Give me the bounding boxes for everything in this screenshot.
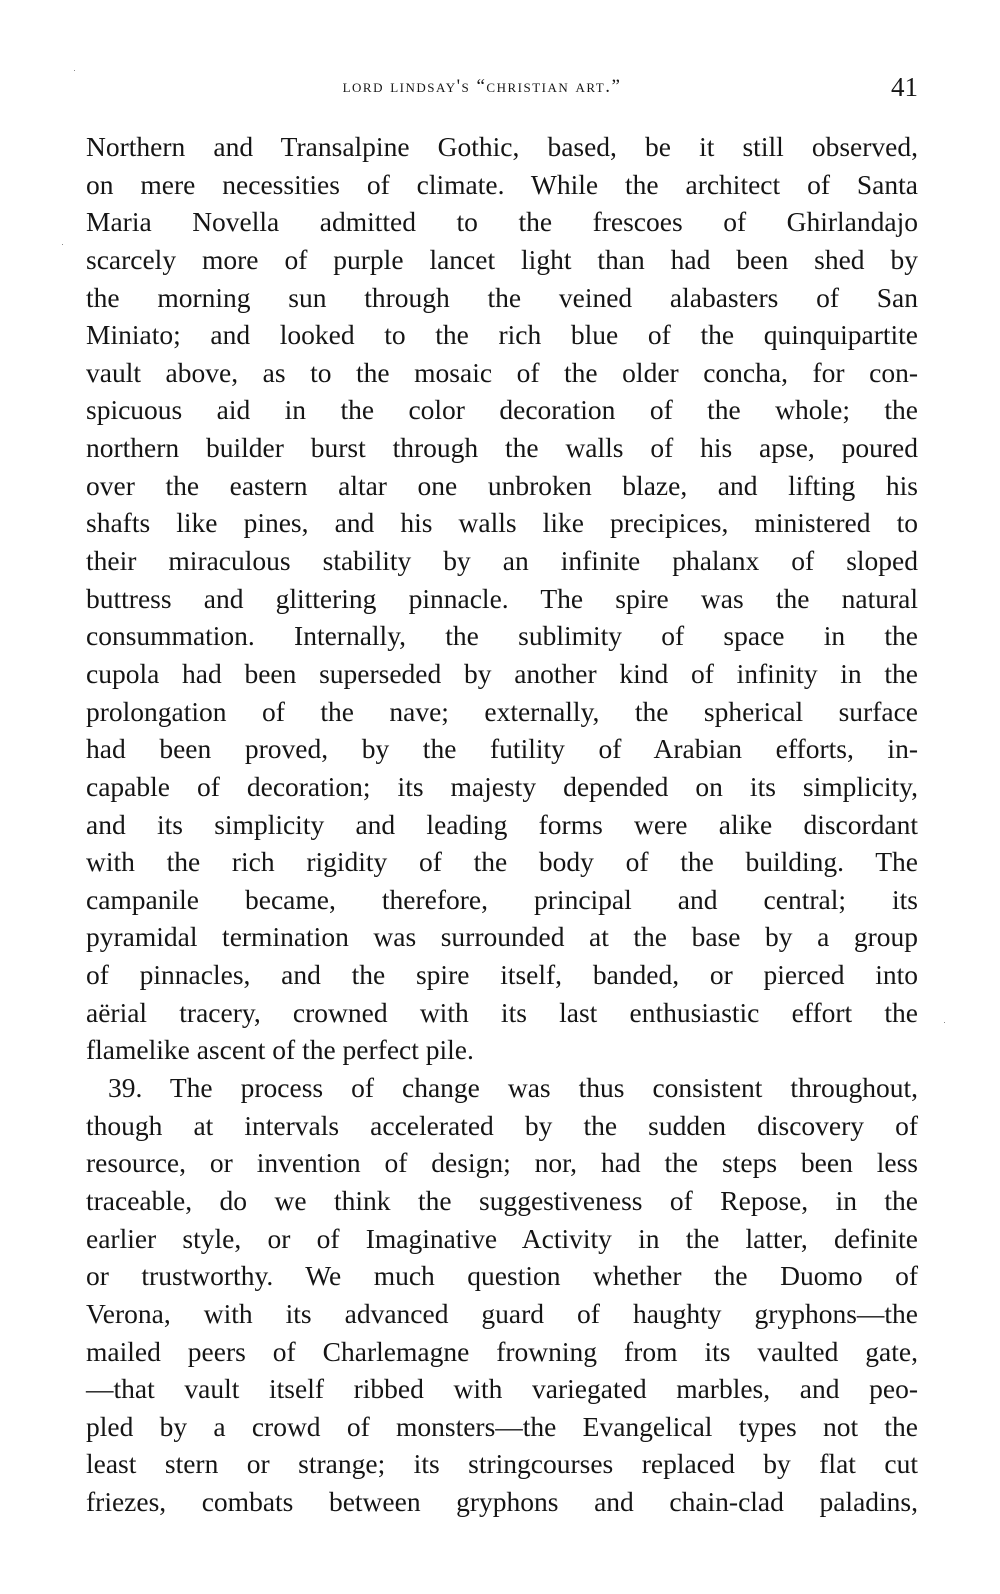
page-number: 41 xyxy=(891,72,918,102)
text-line: had been proved, by the futility of Arabian efforts, in- xyxy=(86,733,918,765)
text-line: on mere necessities of climate. While the architect of Santa xyxy=(86,168,918,200)
running-head xyxy=(86,72,918,108)
text-line: scarcely more of purple lancet light than had been shed by xyxy=(86,243,918,275)
text-line: buttress and glittering pinnacle. The spire was the natural xyxy=(86,582,918,614)
scan-speck xyxy=(944,1022,945,1023)
text-line: their miraculous stability by an infinite phalanx of sloped xyxy=(86,545,918,577)
scan-speck xyxy=(74,70,75,71)
text-line: though at intervals accelerated by the sudden discovery of xyxy=(86,1109,918,1141)
scan-speck xyxy=(62,244,63,245)
text-line: over the eastern altar one unbroken blaze, and lifting his xyxy=(86,469,918,501)
text-line: of pinnacles, and the spire itself, banded, or pierced into xyxy=(86,959,918,991)
text-line: northern builder burst through the walls of his apse, poured xyxy=(86,432,918,464)
text-line: and its simplicity and leading forms were alike discordant xyxy=(86,808,918,840)
text-line: or trustworthy. We much question whether the Duomo of xyxy=(86,1260,918,1292)
text-line: flamelike ascent of the perfect pile. xyxy=(86,1034,474,1066)
text-line: aërial tracery, crowned with its last enthusiastic effort the xyxy=(86,996,918,1028)
text-line: vault above, as to the mosaic of the older concha, for con- xyxy=(86,356,918,388)
text-line: pyramidal termination was surrounded at the base by a group xyxy=(86,921,918,953)
text-line: capable of decoration; its majesty depended on its simplicity, xyxy=(86,770,918,802)
text-line: least stern or strange; its stringcourses replaced by flat cut xyxy=(86,1448,918,1480)
text-line: Northern and Transalpine Gothic, based, be it still observed, xyxy=(86,131,918,162)
running-title: lord lindsay's “christian art.” xyxy=(342,76,622,97)
text-line: Miniato; and looked to the rich blue of the quinquipartite xyxy=(86,319,918,351)
text-line: Verona, with its advanced guard of haughty gryphons—the xyxy=(86,1297,918,1329)
text-line: —that vault itself ribbed with variegated marbles, and peo- xyxy=(86,1373,918,1405)
paragraph-1 xyxy=(86,128,918,1069)
text-line: traceable, do we think the suggestiveness of Repose, in the xyxy=(86,1184,918,1216)
text-line: pled by a crowd of monsters—the Evangelical types not the xyxy=(86,1410,918,1442)
text-line: prolongation of the nave; externally, the spherical surface xyxy=(86,695,918,727)
text-line: with the rich rigidity of the body of the building. The xyxy=(86,846,918,878)
body-text xyxy=(86,128,918,1521)
text-line: friezes, combats between gryphons and chain-clad paladins, xyxy=(86,1486,918,1518)
text-line: shafts like pines, and his walls like precipices, ministered to xyxy=(86,507,918,539)
text-line: campanile became, therefore, principal and central; its xyxy=(86,883,918,915)
text-line: earlier style, or of Imaginative Activity in the latter, definite xyxy=(86,1222,918,1254)
paragraph-2 xyxy=(86,1069,918,1521)
text-line: spicuous aid in the color decoration of the whole; the xyxy=(86,394,918,426)
text-line: consummation. Internally, the sublimity of space in the xyxy=(86,620,918,652)
text-line: 39. The process of change was thus consistent throughout, xyxy=(108,1072,918,1104)
text-line: resource, or invention of design; nor, had the steps been less xyxy=(86,1147,918,1179)
text-line: mailed peers of Charlemagne frowning from its vaulted gate, xyxy=(86,1335,918,1367)
text-line: the morning sun through the veined alabasters of San xyxy=(86,281,918,313)
text-line: Maria Novella admitted to the frescoes of Ghirlandajo xyxy=(86,206,918,238)
text-line: cupola had been superseded by another kind of infinity in the xyxy=(86,657,918,689)
